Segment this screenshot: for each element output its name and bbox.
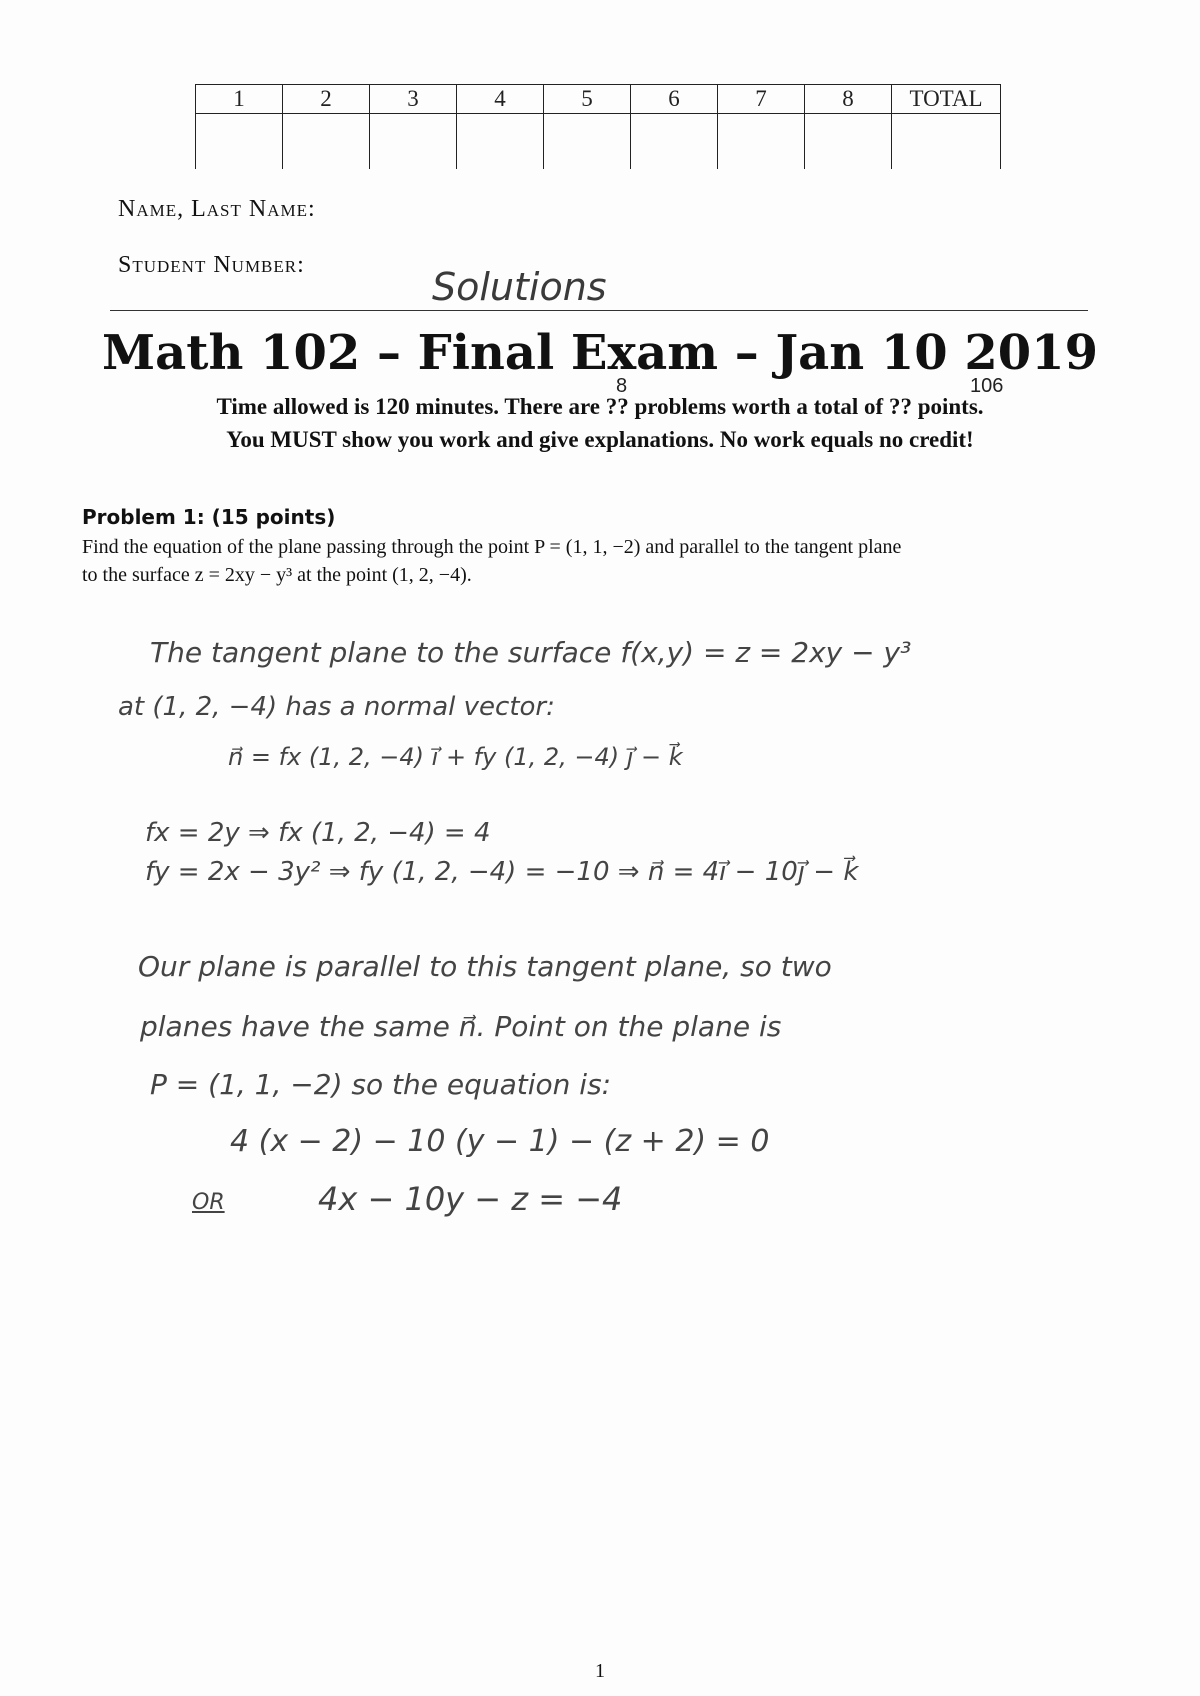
solution-line-9: 4 (x − 2) − 10 (y − 1) − (z + 2) = 0 — [230, 1124, 770, 1159]
instructions-line-2: You MUST show you work and give explanations. No work equals no credit! — [226, 427, 974, 452]
exam-title: Math 102 – Final Exam – Jan 10 2019 — [102, 325, 1098, 381]
score-header-total: TOTAL — [892, 85, 1001, 114]
score-header-8: 8 — [805, 85, 892, 114]
solution-line-7: planes have the same n⃗. Point on the plane is — [140, 1010, 782, 1043]
score-header-1: 1 — [196, 85, 283, 114]
score-header-4: 4 — [457, 85, 544, 114]
score-header-3: 3 — [370, 85, 457, 114]
student-number-label: Student Number: — [118, 252, 305, 278]
problem-1-text — [82, 533, 1122, 589]
or-label: OR — [192, 1190, 225, 1215]
score-header-2: 2 — [283, 85, 370, 114]
header-divider — [110, 310, 1088, 311]
score-header-6: 6 — [631, 85, 718, 114]
problem-1-text-line-2: to the surface z = 2xy − y³ at the point (1, 2, −4). — [82, 564, 472, 586]
solution-line-4: fx = 2y ⇒ fx (1, 2, −4) = 4 — [145, 818, 491, 848]
solution-line-8: P = (1, 1, −2) so the equation is: — [150, 1068, 612, 1101]
score-cell-total — [892, 114, 1001, 170]
solution-line-5: fy = 2x − 3y² ⇒ fy (1, 2, −4) = −10 ⇒ n⃗ = 4i⃗ − 10j⃗ − k⃗ — [145, 857, 859, 887]
score-cell — [631, 114, 718, 170]
handwritten-solutions: Solutions — [432, 265, 607, 309]
score-table-header-row — [196, 85, 1001, 114]
score-cell — [805, 114, 892, 170]
score-cell — [457, 114, 544, 170]
solution-line-1: The tangent plane to the surface f(x,y) = z = 2xy − y³ — [150, 636, 912, 669]
score-table — [195, 84, 1001, 169]
solution-line-3: n⃗ = fx (1, 2, −4) i⃗ + fy (1, 2, −4) j⃗ − k⃗ — [228, 743, 683, 771]
score-header-7: 7 — [718, 85, 805, 114]
problem-1-text-line-1: Find the equation of the plane passing through the point P = (1, 1, −2) and parallel to the tangent plane — [82, 536, 902, 558]
problem-1-heading: Problem 1: (15 points) — [82, 505, 336, 529]
score-cell — [196, 114, 283, 170]
page-number: 1 — [595, 1660, 605, 1682]
points-total-annotation: 106 — [970, 375, 1004, 397]
score-cell — [718, 114, 805, 170]
score-cell — [283, 114, 370, 170]
problems-count-annotation: 8 — [616, 375, 628, 397]
score-cell — [544, 114, 631, 170]
solution-line-10: 4x − 10y − z = −4 — [318, 1180, 623, 1218]
instructions-line-1: Time allowed is 120 minutes. There are ?? problems worth a total of ?? points. — [216, 394, 984, 419]
name-label: Name, Last Name: — [118, 196, 316, 222]
solution-line-6: Our plane is parallel to this tangent plane, so two — [138, 950, 832, 983]
score-header-5: 5 — [544, 85, 631, 114]
score-table-blank-row — [196, 114, 1001, 170]
solution-line-2: at (1, 2, −4) has a normal vector: — [118, 692, 555, 722]
score-cell — [370, 114, 457, 170]
